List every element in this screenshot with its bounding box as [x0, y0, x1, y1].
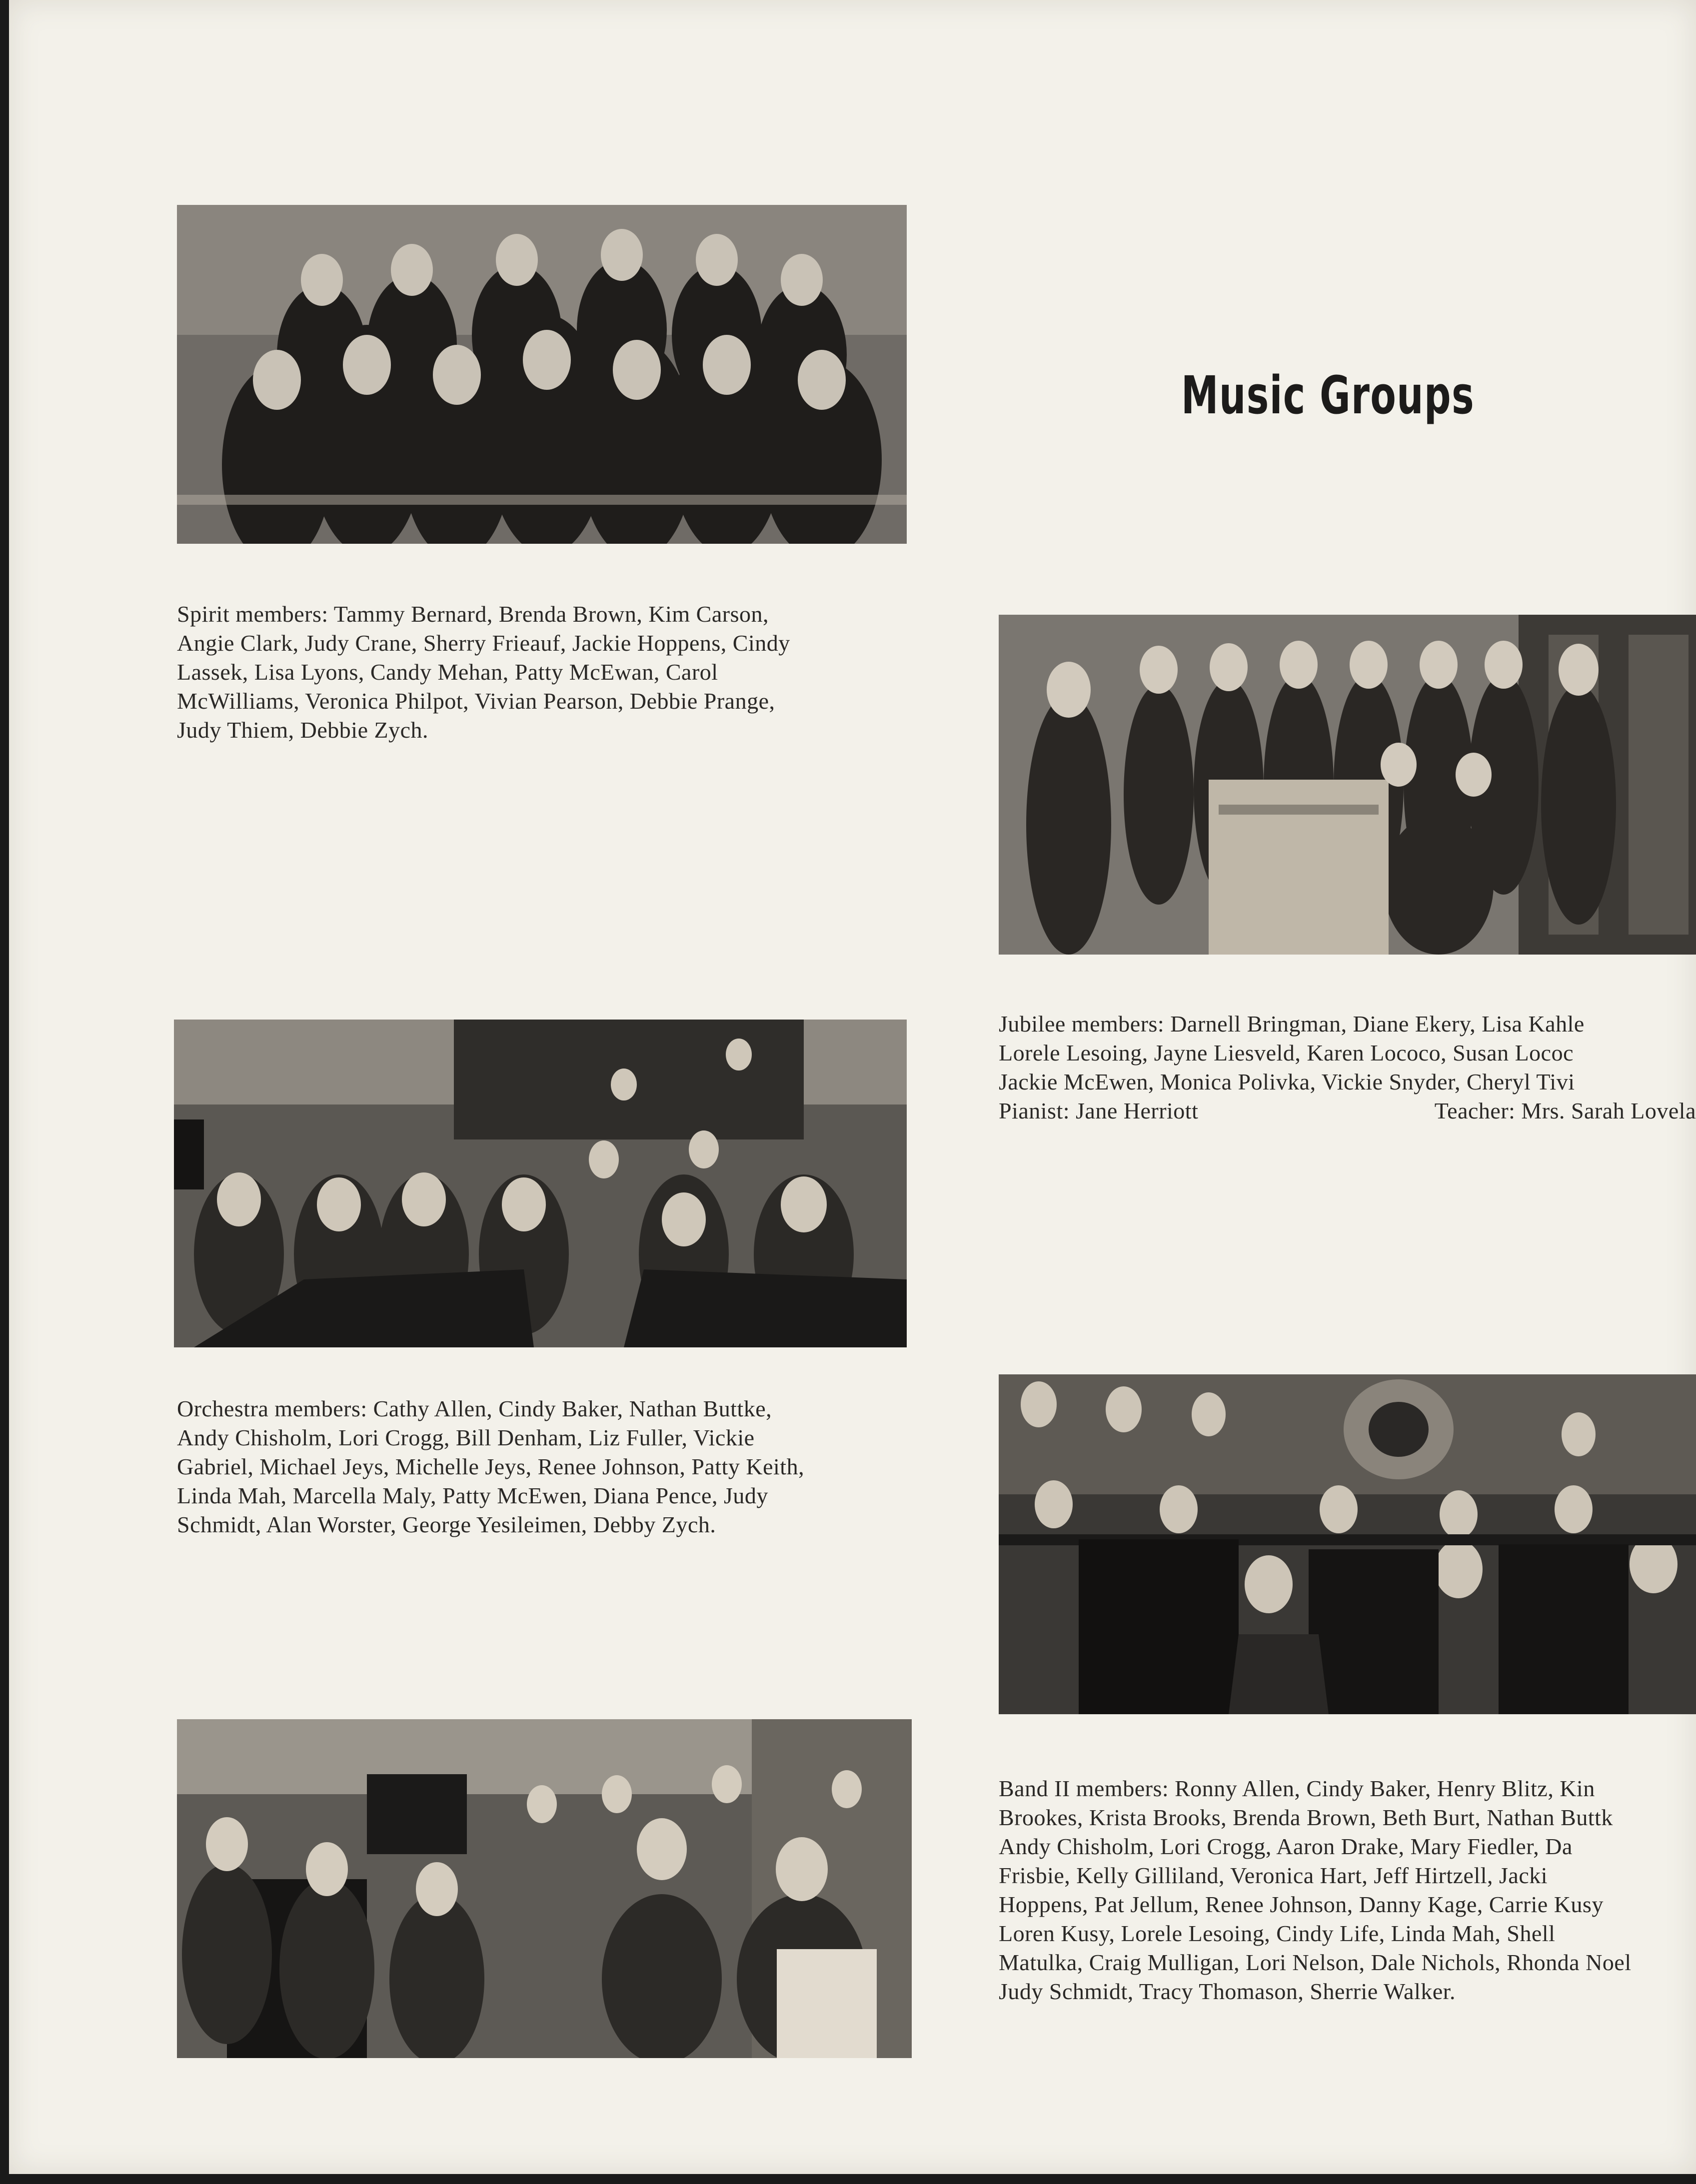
jubilee-credits	[999, 1096, 1696, 1125]
band-second-photo	[177, 1719, 912, 2058]
band-group-photo	[999, 1374, 1696, 1714]
caption-line: Linda Mah, Marcella Maly, Patty McEwen, Diana Pence, Judy	[177, 1483, 768, 1508]
caption-line: Lassek, Lisa Lyons, Candy Mehan, Patty McEwan, Carol	[177, 659, 718, 685]
caption-line: Lorele Lesoing, Jayne Liesveld, Karen Lococo, Susan Lococ	[999, 1040, 1574, 1066]
caption-line: Spirit members: Tammy Bernard, Brenda Brown, Kim Carson,	[177, 601, 769, 627]
orchestra-group-photo	[174, 1020, 907, 1347]
caption-line: Frisbie, Kelly Gilliland, Veronica Hart, Jeff Hirtzell, Jacki	[999, 1863, 1548, 1888]
pianist-credit: Pianist: Jane Herriott	[999, 1098, 1199, 1123]
caption-line: Jubilee members: Darnell Bringman, Diane Ekery, Lisa Kahle	[999, 1011, 1585, 1037]
caption-line: Brookes, Krista Brooks, Brenda Brown, Beth Burt, Nathan Buttk	[999, 1805, 1613, 1830]
spirit-caption	[177, 600, 907, 745]
yearbook-page	[9, 0, 1696, 2174]
caption-line: Andy Chisholm, Lori Crogg, Bill Denham, Liz Fuller, Vickie	[177, 1425, 755, 1450]
caption-line: Gabriel, Michael Jeys, Michelle Jeys, Renee Johnson, Patty Keith,	[177, 1454, 805, 1479]
teacher-credit: Teacher: Mrs. Sarah Lovela	[1434, 1098, 1696, 1123]
caption-line: Angie Clark, Judy Crane, Sherry Frieauf, Jackie Hoppens, Cindy	[177, 630, 790, 656]
caption-line: Schmidt, Alan Worster, George Yesileimen, Debby Zych.	[177, 1512, 716, 1537]
page-title: Music Groups	[1181, 365, 1475, 426]
band-caption	[999, 1774, 1696, 2006]
caption-line: Judy Thiem, Debbie Zych.	[177, 717, 428, 743]
caption-line: Matulka, Craig Mulligan, Lori Nelson, Dale Nichols, Rhonda Noel	[999, 1950, 1632, 1975]
caption-line: Judy Schmidt, Tracy Thomason, Sherrie Walker.	[999, 1979, 1456, 2004]
spirit-group-photo	[177, 205, 907, 544]
caption-line: McWilliams, Veronica Philpot, Vivian Pearson, Debbie Prange,	[177, 688, 775, 714]
caption-line: Band II members: Ronny Allen, Cindy Baker, Henry Blitz, Kin	[999, 1776, 1595, 1801]
jubilee-group-photo	[999, 615, 1696, 955]
caption-line: Andy Chisholm, Lori Crogg, Aaron Drake, Mary Fiedler, Da	[999, 1834, 1573, 1859]
caption-line: Orchestra members: Cathy Allen, Cindy Baker, Nathan Buttke,	[177, 1396, 772, 1421]
jubilee-caption	[999, 1010, 1696, 1125]
caption-line: Hoppens, Pat Jellum, Renee Johnson, Danny Kage, Carrie Kusy	[999, 1892, 1604, 1917]
caption-line: Jackie McEwen, Monica Polivka, Vickie Snyder, Cheryl Tivi	[999, 1069, 1575, 1094]
caption-line: Loren Kusy, Lorele Lesoing, Cindy Life, Linda Mah, Shell	[999, 1921, 1556, 1946]
orchestra-caption	[177, 1394, 907, 1539]
